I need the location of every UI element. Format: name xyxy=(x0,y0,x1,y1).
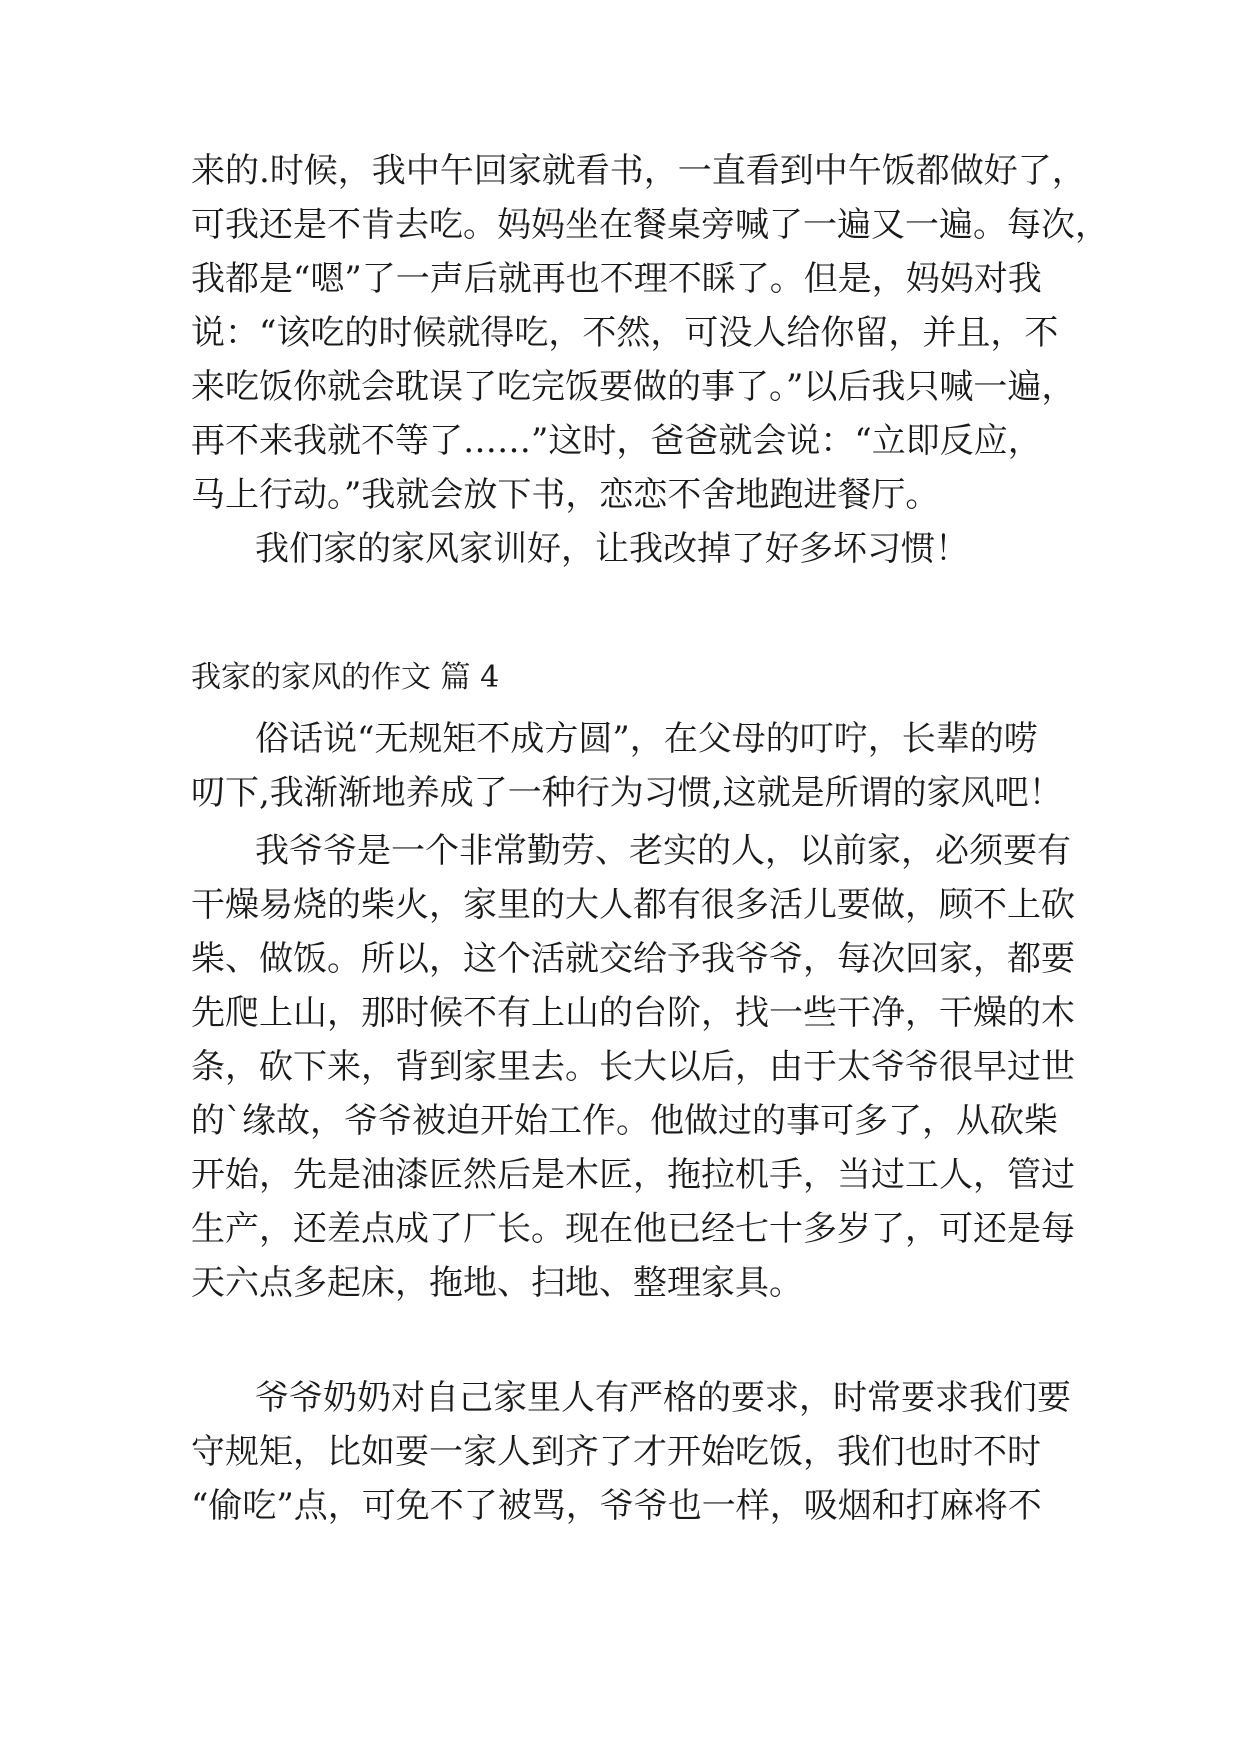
text-line: 再不来我就不等了……”这时，爸爸就会说：“立即反应， xyxy=(191,421,1042,461)
text-line: 马上行动。”我就会放下书，恋恋不舍地跑进餐厅。 xyxy=(191,475,940,515)
text-line: 柴、做饭。所以，这个活就交给予我爷爷，每次回家，都要 xyxy=(191,939,1075,979)
text-line: 守规矩，比如要一家人到齐了才开始吃饭，我们也时不时 xyxy=(191,1432,1041,1472)
text-line: 先爬上山，那时候不有上山的台阶，找一些干净，干燥的木 xyxy=(191,993,1075,1033)
text-line: 说：“该吃的时候就得吃，不然，可没人给你留，并且，不 xyxy=(191,313,1059,353)
text-line: 可我还是不肯去吃。妈妈坐在餐桌旁喊了一遍又一遍。每次， xyxy=(191,205,1109,245)
text-line: 我们家的家风家训好，让我改掉了好多坏习惯！ xyxy=(255,529,969,569)
text-line: 爷爷奶奶对自己家里人有严格的要求，时常要求我们要 xyxy=(255,1378,1071,1418)
text-line: 条，砍下来，背到家里去。长大以后，由于太爷爷很早过世 xyxy=(191,1047,1075,1087)
text-line: 我爷爷是一个非常勤劳、老实的人，以前家，必须要有 xyxy=(255,831,1071,871)
text-line: 天六点多起床，拖地、扫地、整理家具。 xyxy=(191,1263,803,1303)
text-line: 干燥易烧的柴火，家里的大人都有很多活儿要做，顾不上砍 xyxy=(191,885,1075,925)
text-line: 生产，还差点成了厂长。现在他已经七十多岁了，可还是每 xyxy=(191,1209,1075,1249)
text-line: 的`缘故，爷爷被迫开始工作。他做过的事可多了，从砍柴 xyxy=(191,1101,1058,1141)
text-line: 来吃饭你就会耽误了吃完饭要做的事了。”以后我只喊一遍， xyxy=(191,367,1076,407)
text-line: 开始，先是油漆匠然后是木匠，拖拉机手，当过工人，管过 xyxy=(191,1155,1075,1195)
text-line: 来的.时候，我中午回家就看书，一直看到中午饭都做好了， xyxy=(191,151,1086,191)
text-line: “偷吃”点，可免不了被骂，爷爷也一样，吸烟和打麻将不 xyxy=(191,1486,1042,1526)
text-line: 我都是“嗯”了一声后就再也不理不睬了。但是，妈妈对我 xyxy=(191,259,1042,299)
section-title: 我家的家风的作文 篇 4 xyxy=(191,660,500,695)
text-line: 叨下,我渐渐地养成了一种行为习惯,这就是所谓的家风吧！ xyxy=(191,773,1063,813)
text-line: 俗话说“无规矩不成方圆”，在父母的叮咛，长辈的唠 xyxy=(255,719,1038,759)
